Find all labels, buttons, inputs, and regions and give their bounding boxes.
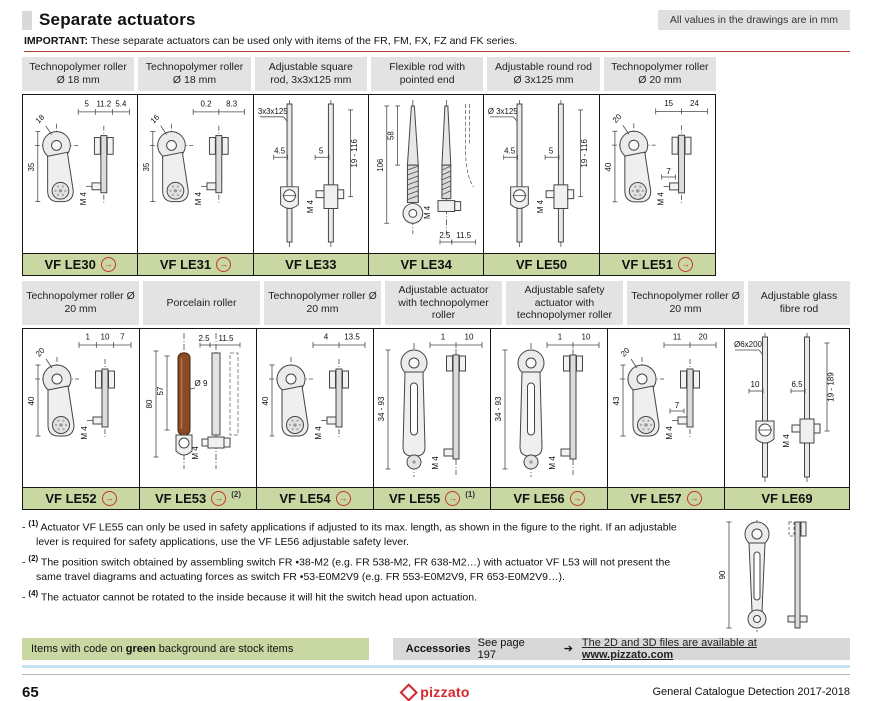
stock-note-suffix: background are stock items [155,642,294,655]
svg-text:11.5: 11.5 [456,231,471,241]
product-code-vf-le57 [608,487,725,509]
actuator-column-header: Technopolymer roller Ø 20 mm [604,57,716,91]
drawing-vf-le52 [23,329,140,487]
pizzato-logo [402,684,470,700]
product-code-label: VF LE30 [44,257,96,272]
drawing-vf-le34 [369,95,484,253]
product-code-label: VF LE56 [513,490,565,506]
svg-text:90: 90 [718,570,727,580]
pizzato-diamond-icon [400,683,418,701]
svg-text:1: 1 [557,332,563,342]
product-code-vf-le34 [369,253,484,275]
svg-text:M 4: M 4 [431,456,440,470]
svg-text:16: 16 [149,112,162,126]
margin-strip [22,11,32,30]
files-link-text: The 2D and 3D files are available at [581,636,757,649]
svg-text:13.5: 13.5 [344,332,360,342]
files-link-domain: www.pizzato.com [581,648,674,661]
important-label: IMPORTANT: [24,35,88,47]
svg-text:20: 20 [698,332,708,342]
actuator-column-header: Technopolymer roller Ø 20 mm [627,281,744,325]
link-arrow-icon: ➔ [563,643,573,656]
lever-max-length-drawing [695,516,845,636]
svg-text:18: 18 [33,112,47,126]
svg-text:11: 11 [672,332,682,342]
page-title: Separate actuators [39,10,196,29]
drawing-vf-le57 [608,329,725,487]
actuator-column-header: Adjustable actuator with technopolymer roller [385,281,502,325]
actuator-column-header: Technopolymer roller Ø 20 mm [22,281,139,325]
actuator-table [22,328,850,510]
pizzato-files-link[interactable] [582,637,840,661]
product-code-label: VF LE53 [154,490,207,506]
svg-text:80: 80 [145,399,154,409]
footnote: - $^{(4)}$ The actuator cannot be rotated to the inside because it will hit the switch head upon actuation. [22,588,477,604]
catalogue-edition: General Catalogue Detection 2017-2018 [652,686,850,699]
actuator-group-2 [22,281,850,510]
svg-text:M 4: M 4 [665,426,674,440]
svg-text:M 4: M 4 [79,192,89,206]
files-box [554,638,850,660]
svg-text:10: 10 [100,332,110,342]
svg-text:20: 20 [610,112,624,125]
actuator-table [22,94,716,276]
svg-text:0.2: 0.2 [200,99,212,109]
svg-text:43: 43 [612,396,621,406]
svg-text:Ø6x200: Ø6x200 [733,339,763,349]
svg-text:M 4: M 4 [191,446,200,460]
footnotes [22,516,690,636]
svg-text:35: 35 [142,162,152,172]
drawing-vf-le53 [140,329,257,487]
svg-text:5.4: 5.4 [115,99,127,109]
drawing-vf-le30 [23,95,138,253]
product-code-label: VF LE52 [45,490,97,506]
actuator-column-header: Adjustable safety actuator with technopolymer roller [506,281,623,325]
drawing-vf-le54 [257,329,374,487]
product-code-label: VF LE51 [621,257,673,272]
svg-text:57: 57 [156,386,165,396]
stock-items-note [22,638,369,660]
important-note [24,35,850,52]
svg-text:106: 106 [375,158,385,172]
arrow-circle-icon: → [687,491,702,506]
actuator-column-header: Technopolymer roller Ø 18 mm [22,57,134,91]
product-code-vf-le51 [600,253,715,275]
drawing-vf-le50 [484,95,599,253]
svg-text:35: 35 [26,162,36,172]
product-code-label: VF LE34 [400,257,452,272]
footnote-row [22,516,850,636]
product-code-label: VF LE31 [159,257,212,272]
footnote: - $^{(1)}$ Actuator VF LE55 can only be used in safety applications if adjusted to its max. length, as shown in the figure to the right. If an adjustable lever is required for safety applications, use the VF LE56 adjustable safety lever. [22,518,677,548]
product-code-label: VF LE33 [285,257,337,272]
actuator-column-header: Technopolymer roller Ø 20 mm [264,281,381,325]
product-code-vf-le33 [254,253,369,275]
footnote-marker: (2) [28,553,39,563]
stock-note-bold: green [125,642,156,655]
product-code-vf-le53 [140,487,257,509]
product-code-vf-le52 [23,487,140,509]
arrow-circle-icon: → [445,491,460,506]
svg-text:1: 1 [440,332,446,342]
svg-text:6.5: 6.5 [791,379,803,389]
column-headers [22,57,716,91]
svg-text:3x3x125: 3x3x125 [257,106,288,116]
svg-text:19 - 189: 19 - 189 [826,372,836,402]
svg-text:5: 5 [318,146,323,156]
svg-text:7: 7 [120,332,125,342]
svg-text:M 4: M 4 [548,456,557,470]
page-footer [22,674,850,701]
product-code-vf-le69 [725,487,849,509]
footnote: - $^{(2)}$ The position switch obtained by assembling switch FR •38-M2 (e.g. FR 538-M2, FR 638-M2…) with actuator VF L53 will not present the same travel diagrams and actuating forces as switch FR •53-E0M2V9 (e.g. FR 553-E0M2V9, FR 653-E0M2V9…). [22,553,671,583]
svg-text:5: 5 [84,99,89,109]
actuator-column-header: Adjustable glass fibre rod [748,281,850,325]
drawing-vf-le55 [374,329,491,487]
footnote-ref: (2) [231,489,242,499]
svg-text:20: 20 [618,345,632,359]
svg-text:1: 1 [85,332,90,342]
svg-text:7: 7 [674,400,680,410]
svg-text:4: 4 [323,332,329,342]
svg-text:M 4: M 4 [782,434,791,448]
svg-text:5: 5 [549,146,554,156]
svg-text:10: 10 [581,332,591,342]
product-code-label: VF LE57 [630,490,682,506]
product-code-label: VF LE50 [515,257,568,272]
actuator-tables [22,57,850,510]
page-number: 65 [22,683,39,701]
actuator-column-header: Adjustable round rod Ø 3x125 mm [487,57,599,91]
svg-text:M 4: M 4 [423,205,433,220]
product-code-vf-le31 [138,253,253,275]
arrow-circle-icon: → [216,257,231,272]
svg-text:M 4: M 4 [194,192,204,206]
svg-text:34 - 93: 34 - 93 [494,396,503,422]
svg-text:2.5: 2.5 [198,333,210,343]
accessories-page-ref: See page 197 [477,636,525,661]
product-code-vf-le56 [491,487,608,509]
svg-text:M 4: M 4 [305,199,315,214]
svg-text:19 - 116: 19 - 116 [580,139,590,168]
pizzato-wordmark: pizzato [420,684,470,701]
actuator-column-header: Porcelain roller [143,281,260,325]
important-text: These separate actuators can be used only with items of the FR, FM, FX, FZ and FK series. [87,35,518,47]
actuator-column-header: Technopolymer roller Ø 18 mm [138,57,250,91]
svg-text:34 - 93: 34 - 93 [377,396,386,422]
svg-text:2.5: 2.5 [439,231,451,241]
svg-text:M 4: M 4 [656,192,666,206]
footnote-marker: (1) [28,518,39,528]
product-code-label: VF LE54 [279,490,331,506]
svg-text:40: 40 [27,396,36,406]
title-row [22,8,850,32]
product-code-vf-le54 [257,487,374,509]
footnote-marker: (4) [28,588,39,598]
svg-text:10: 10 [750,379,760,389]
product-code-vf-le50 [484,253,599,275]
svg-text:8.3: 8.3 [226,99,238,109]
footnote-ref: (1) [465,489,476,499]
drawing-vf-le69 [725,329,849,487]
svg-text:M 4: M 4 [314,426,323,440]
column-headers [22,281,850,325]
arrow-circle-icon: → [102,491,117,506]
svg-text:58: 58 [386,131,396,140]
svg-text:24: 24 [689,98,699,108]
svg-text:Ø 9: Ø 9 [194,378,208,388]
arrow-circle-icon: → [336,491,351,506]
info-bar [22,638,850,660]
drawing-vf-le51 [600,95,715,253]
svg-text:4.5: 4.5 [273,146,285,156]
arrow-circle-icon: → [211,491,226,506]
accessories-label: Accessories [405,642,471,655]
product-code-label: VF LE55 [388,490,441,506]
svg-text:10: 10 [464,332,474,342]
accessories-box [393,638,554,660]
svg-text:M 4: M 4 [536,199,546,214]
actuator-column-header: Flexible rod with pointed end [371,57,483,91]
svg-text:20: 20 [33,345,47,359]
drawing-vf-le56 [491,329,608,487]
svg-text:15: 15 [663,98,673,108]
product-code-vf-le30 [23,253,138,275]
svg-text:4.5: 4.5 [504,146,516,156]
svg-text:M 4: M 4 [80,426,89,440]
svg-text:40: 40 [261,396,270,406]
svg-text:11.5: 11.5 [218,333,234,343]
svg-text:11.2: 11.2 [96,99,112,109]
arrow-circle-icon: → [678,257,693,272]
product-code-vf-le55 [374,487,491,509]
actuator-group-1 [22,57,716,276]
svg-text:Ø 3x125: Ø 3x125 [488,106,518,116]
stock-note-prefix: Items with code on [31,642,126,655]
actuator-column-header: Adjustable square rod, 3x3x125 mm [255,57,367,91]
arrow-circle-icon: → [101,257,116,272]
max-length-figure [690,516,850,636]
drawing-vf-le33 [254,95,369,253]
divider-blue [22,665,850,668]
svg-text:40: 40 [603,162,613,172]
svg-text:19 - 116: 19 - 116 [349,139,359,168]
arrow-circle-icon: → [570,491,585,506]
product-code-label: VF LE69 [761,490,813,506]
drawing-vf-le31 [138,95,253,253]
svg-text:7: 7 [666,167,671,176]
units-note: All values in the drawings are in mm [658,10,850,30]
